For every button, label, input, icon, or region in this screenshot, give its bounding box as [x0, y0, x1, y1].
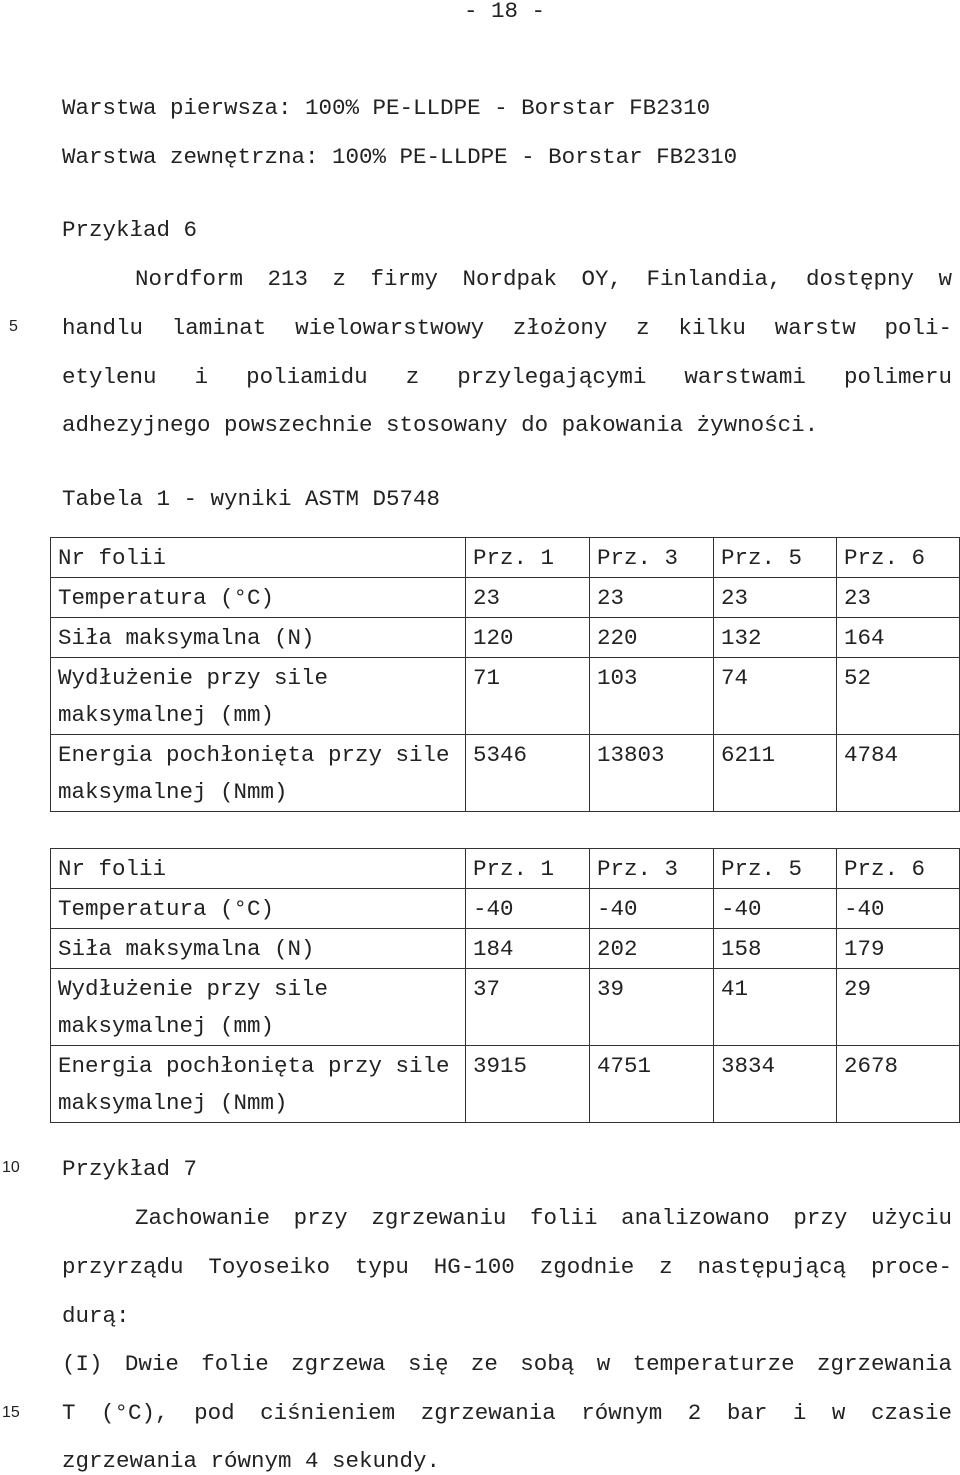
table-cell: Wydłużenie przy sile maksymalnej (mm): [51, 658, 466, 735]
table-cell: 37: [466, 969, 590, 1046]
table-header-cell: Prz. 5: [714, 538, 837, 578]
table-cell: Wydłużenie przy sile maksymalnej (mm): [51, 969, 466, 1046]
table-cell: 184: [466, 929, 590, 969]
table-row: [51, 929, 960, 969]
table-cell: 29: [837, 969, 960, 1046]
table-cell: 13803: [590, 735, 714, 812]
table-cell: 4751: [590, 1046, 714, 1123]
table-cell: 120: [466, 618, 590, 658]
table-header-row: [51, 538, 960, 578]
table-header-cell: Nr folii: [51, 849, 466, 889]
table-cell: -40: [837, 889, 960, 929]
table-header-row: [51, 849, 960, 889]
table-cell: 6211: [714, 735, 837, 812]
table-cell: Energia pochłonięta przy sile maksymalnej (Nmm): [51, 735, 466, 812]
table-row: [51, 578, 960, 618]
table-cell: 23: [466, 578, 590, 618]
table-cell: Temperatura (°C): [51, 889, 466, 929]
table-cell: 23: [714, 578, 837, 618]
table-cell: 23: [837, 578, 960, 618]
line-number-15: 15: [2, 1404, 20, 1421]
layer-outer-line: Warstwa zewnętrzna: 100% PE-LLDPE - Borstar FB2310: [62, 144, 738, 170]
table-header-cell: Nr folii: [51, 538, 466, 578]
example-6-line-1: Nordform 213 z firmy Nordpak OY, Finlandia, dostępny w: [135, 266, 952, 292]
example-6-heading: Przykład 6: [62, 217, 198, 243]
table-cell: 220: [590, 618, 714, 658]
example-6-line-3: etylenu i poliamidu z przylegającymi warstwami polimeru: [62, 364, 952, 390]
table-cell: 23: [590, 578, 714, 618]
example-7-line-5: T (°C), pod ciśnieniem zgrzewania równym 2 bar i w czasie: [62, 1400, 952, 1426]
table-cell: Siła maksymalna (N): [51, 929, 466, 969]
table-cell: 39: [590, 969, 714, 1046]
table-header-cell: Prz. 1: [466, 538, 590, 578]
table-cell: 5346: [466, 735, 590, 812]
table-row: [51, 618, 960, 658]
example-7-line-2: przyrządu Toyoseiko typu HG-100 zgodnie z następującą proce-: [62, 1254, 952, 1280]
table-header-cell: Prz. 1: [466, 849, 590, 889]
page-number: - 18 -: [464, 0, 546, 24]
table-cell: 103: [590, 658, 714, 735]
example-7-line-1: Zachowanie przy zgrzewaniu folii analizowano przy użyciu: [135, 1205, 952, 1231]
example-7-heading: Przykład 7: [62, 1156, 198, 1182]
table-cell: 2678: [837, 1046, 960, 1123]
table-cell: 52: [837, 658, 960, 735]
example-6-line-4: adhezyjnego powszechnie stosowany do pakowania żywności.: [62, 412, 819, 438]
table-cell: 132: [714, 618, 837, 658]
table-header-cell: Prz. 6: [837, 849, 960, 889]
table-row: [51, 889, 960, 929]
table-cell: 71: [466, 658, 590, 735]
table-caption: Tabela 1 - wyniki ASTM D5748: [62, 486, 441, 512]
table-header-cell: Prz. 3: [590, 538, 714, 578]
table-row: [51, 735, 960, 812]
table-cell: -40: [714, 889, 837, 929]
line-number-10: 10: [2, 1159, 20, 1176]
table-cell: 3834: [714, 1046, 837, 1123]
table-cell: 179: [837, 929, 960, 969]
table-row: [51, 969, 960, 1046]
table-cell: 41: [714, 969, 837, 1046]
table-cell: 164: [837, 618, 960, 658]
table-header-cell: Prz. 3: [590, 849, 714, 889]
table-header-cell: Prz. 6: [837, 538, 960, 578]
example-7-line-3: durą:: [62, 1303, 130, 1329]
table-header-cell: Prz. 5: [714, 849, 837, 889]
table-cell: Energia pochłonięta przy sile maksymalnej (Nmm): [51, 1046, 466, 1123]
example-7-line-4: (I) Dwie folie zgrzewa się ze sobą w temperaturze zgrzewania: [62, 1351, 952, 1377]
table-cell: Siła maksymalna (N): [51, 618, 466, 658]
table-cell: -40: [466, 889, 590, 929]
results-table-2: [50, 848, 960, 1123]
table-cell: 4784: [837, 735, 960, 812]
results-table-1: [50, 537, 960, 812]
example-7-line-6: zgrzewania równym 4 sekundy.: [62, 1448, 441, 1474]
table-cell: -40: [590, 889, 714, 929]
layer-first-line: Warstwa pierwsza: 100% PE-LLDPE - Borstar FB2310: [62, 95, 711, 121]
table-cell: Temperatura (°C): [51, 578, 466, 618]
table-cell: 74: [714, 658, 837, 735]
example-6-line-2: handlu laminat wielowarstwowy złożony z kilku warstw poli-: [62, 315, 952, 341]
line-number-5: 5: [9, 318, 18, 335]
table-cell: 158: [714, 929, 837, 969]
table-cell: 3915: [466, 1046, 590, 1123]
table-row: [51, 658, 960, 735]
table-cell: 202: [590, 929, 714, 969]
table-row: [51, 1046, 960, 1123]
